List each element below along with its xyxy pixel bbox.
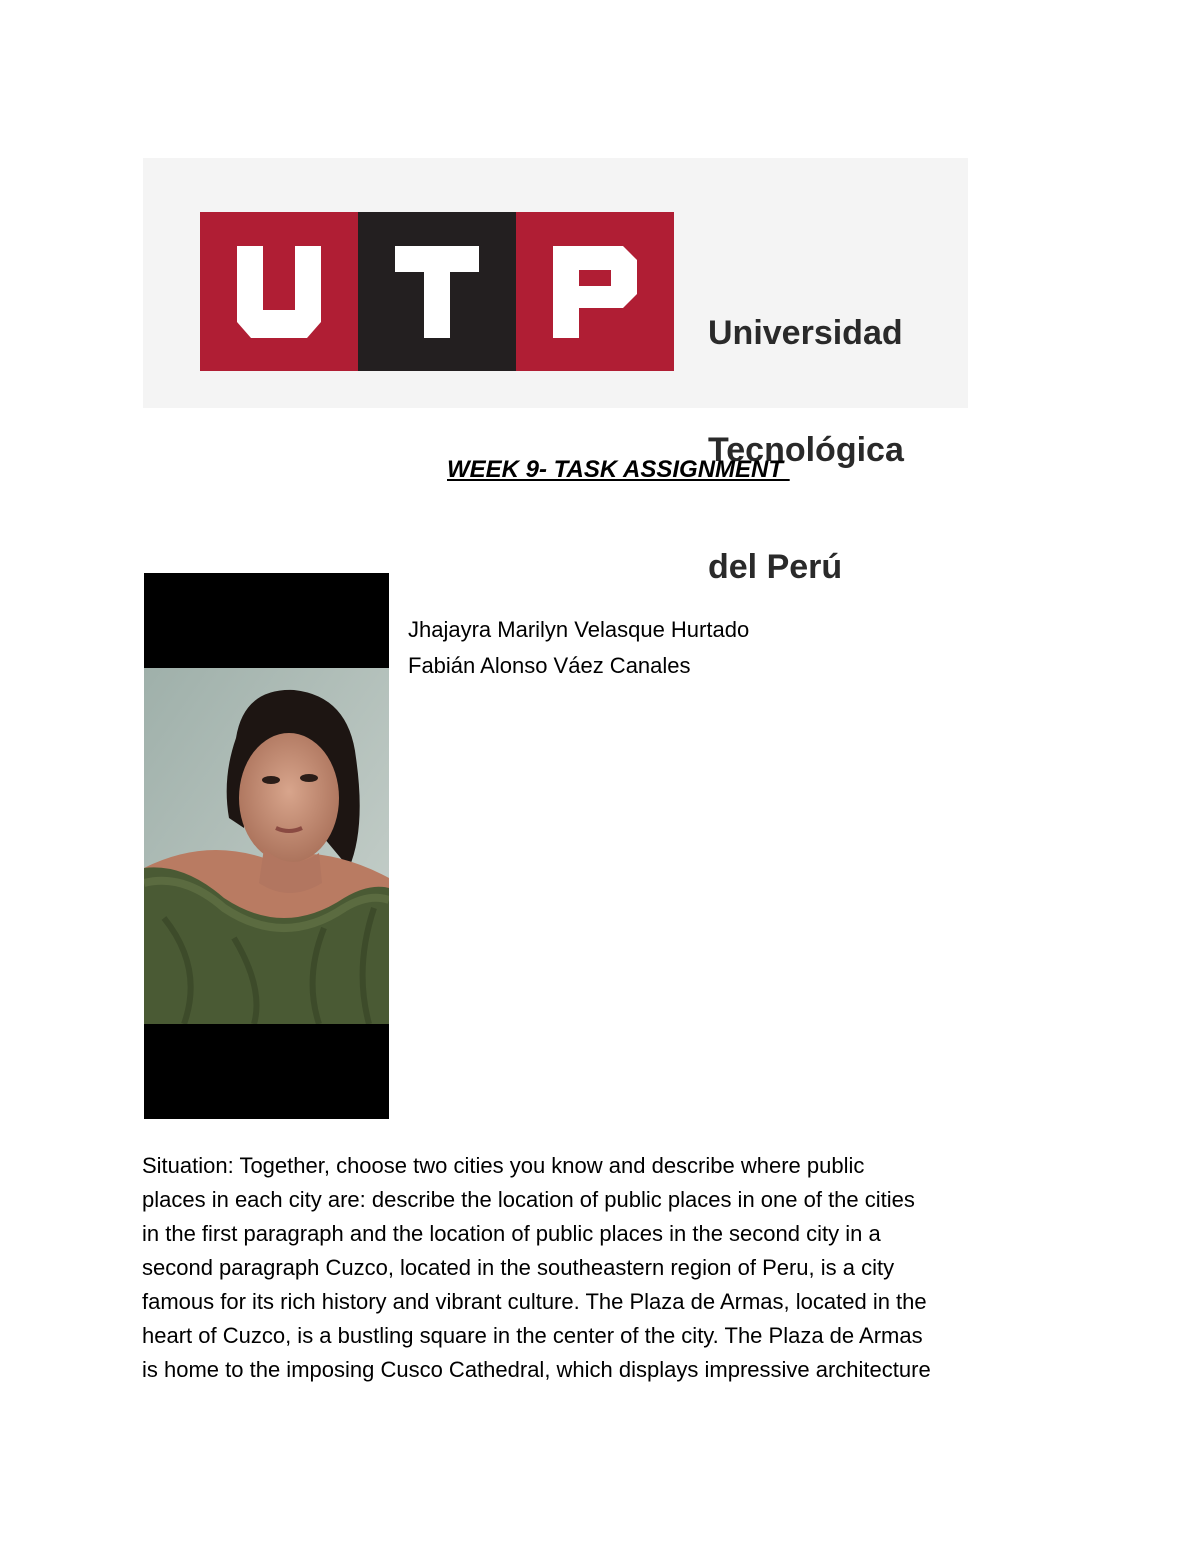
body-line-7: is home to the imposing Cusco Cathedral, which displays impressive architecture	[142, 1357, 931, 1382]
body-line-5: famous for its rich history and vibrant culture. The Plaza de Armas, located in the	[142, 1289, 927, 1314]
university-name-line-3: del Perú	[708, 548, 843, 586]
university-name-line-2: Tecnológica	[708, 431, 904, 469]
letter-p-shape	[553, 246, 637, 338]
university-name	[708, 236, 904, 665]
university-name-line-1: Universidad	[708, 314, 903, 352]
logo-letter-u	[200, 212, 358, 371]
author-names	[408, 612, 749, 684]
letter-t-shape	[395, 246, 479, 338]
author-name-2: Fabián Alonso Váez Canales	[408, 653, 691, 678]
logo-letter-p	[516, 212, 674, 371]
student-photo	[144, 573, 389, 1119]
body-paragraph	[142, 1149, 1062, 1387]
body-line-1: Situation: Together, choose two cities you know and describe where public	[142, 1153, 865, 1178]
body-line-6: heart of Cuzco, is a bustling square in the center of the city. The Plaza de Armas	[142, 1323, 923, 1348]
author-name-1: Jhajayra Marilyn Velasque Hurtado	[408, 617, 750, 642]
body-line-3: in the first paragraph and the location of public places in the second city in a	[142, 1221, 881, 1246]
body-line-2: places in each city are: describe the location of public places in one of the cities	[142, 1187, 915, 1212]
page-title: WEEK 9- TASK ASSIGNMENT	[447, 456, 790, 483]
letter-u-shape	[237, 246, 321, 338]
utp-logo	[200, 212, 674, 371]
portrait-image	[144, 668, 389, 1024]
logo-letter-t	[358, 212, 516, 371]
body-line-4: second paragraph Cuzco, located in the southeastern region of Peru, is a city	[142, 1255, 895, 1280]
